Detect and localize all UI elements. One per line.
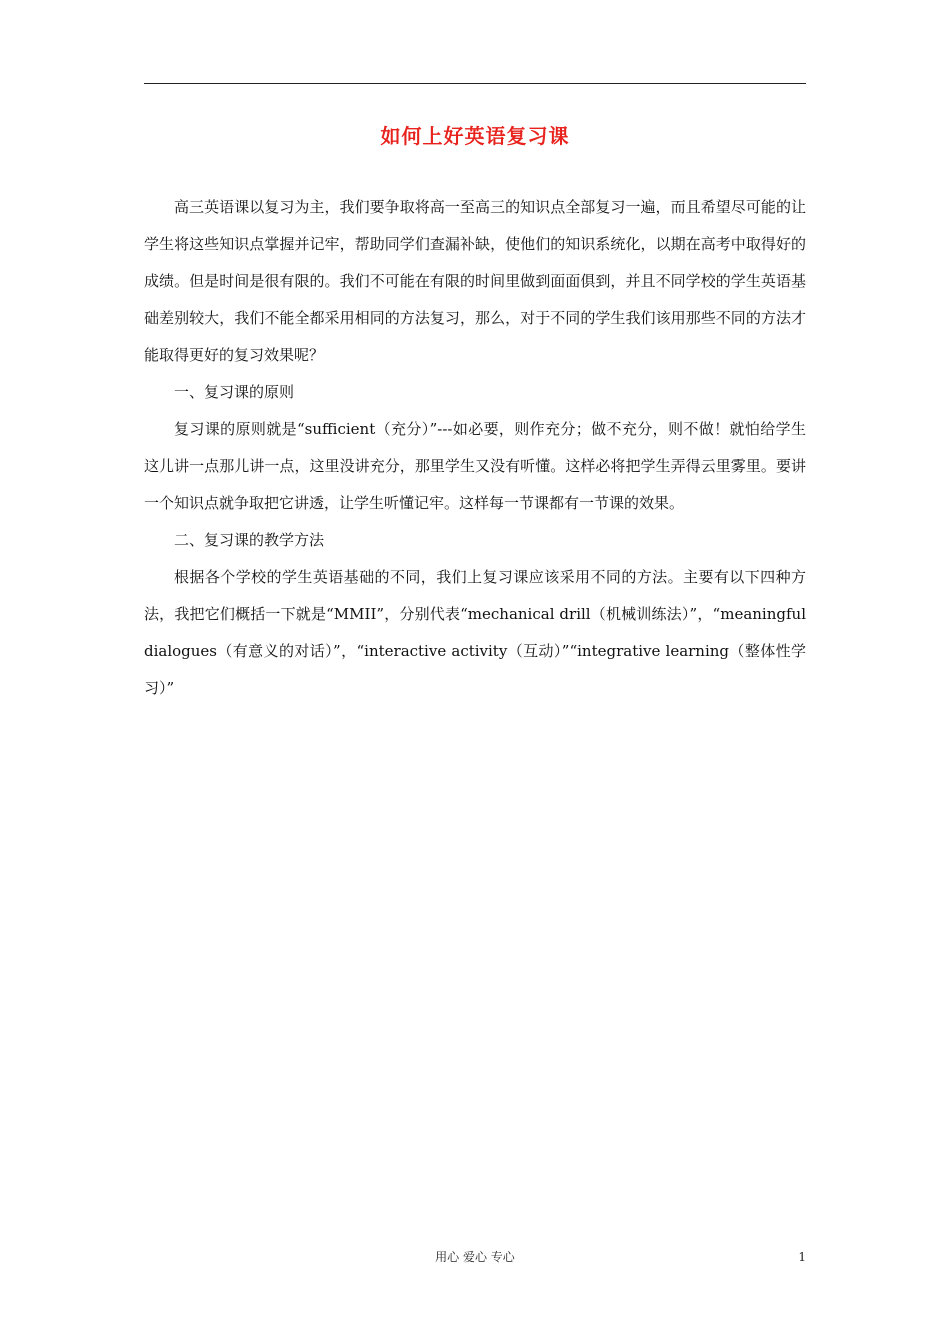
paragraph-methods: 根据各个学校的学生英语基础的不同，我们上复习课应该采用不同的方法。主要有以下四种方法，我把它们概括一下就是“MMII”，分别代表“mechanical drill（机械训练法）”，“meaningful dialogues（有意义的对话）”，“interactive activity（互动）”“integrative learning（整体性学习）” — [144, 568, 806, 697]
section-heading-principles: 一、复习课的原则 — [174, 383, 295, 401]
page-number: 1 — [798, 1250, 806, 1264]
paragraph-intro: 高三英语课以复习为主，我们要争取将高一至高三的知识点全部复习一遍，而且希望尽可能的让学生将这些知识点掌握并记牢，帮助同学们查漏补缺，使他们的知识系统化，以期在高考中取得好的成绩。但是时间是很有限的。我们不可能在有限的时间里做到面面俱到，并且不同学校的学生英语基础差别较大，我们不能全都采用相同的方法复习，那么，对于不同的学生我们该用那些不同的方法才能取得更好的复习效果呢？ — [144, 198, 806, 364]
document-body — [144, 189, 806, 707]
header-rule — [144, 83, 806, 84]
footer-text: 用心 爱心 专心 — [435, 1250, 515, 1264]
paragraph-principles: 复习课的原则就是“sufficient（充分）”---如必要，则作充分；做不充分，则不做！就怕给学生这儿讲一点那儿讲一点，这里没讲充分，那里学生又没有听懂。这样必将把学生弄得云里雾里。要讲一个知识点就争取把它讲透，让学生听懂记牢。这样每一节课都有一节课的效果。 — [144, 420, 806, 512]
document-title: 如何上好英语复习课 — [380, 124, 570, 148]
section-heading-methods: 二、复习课的教学方法 — [174, 531, 325, 549]
